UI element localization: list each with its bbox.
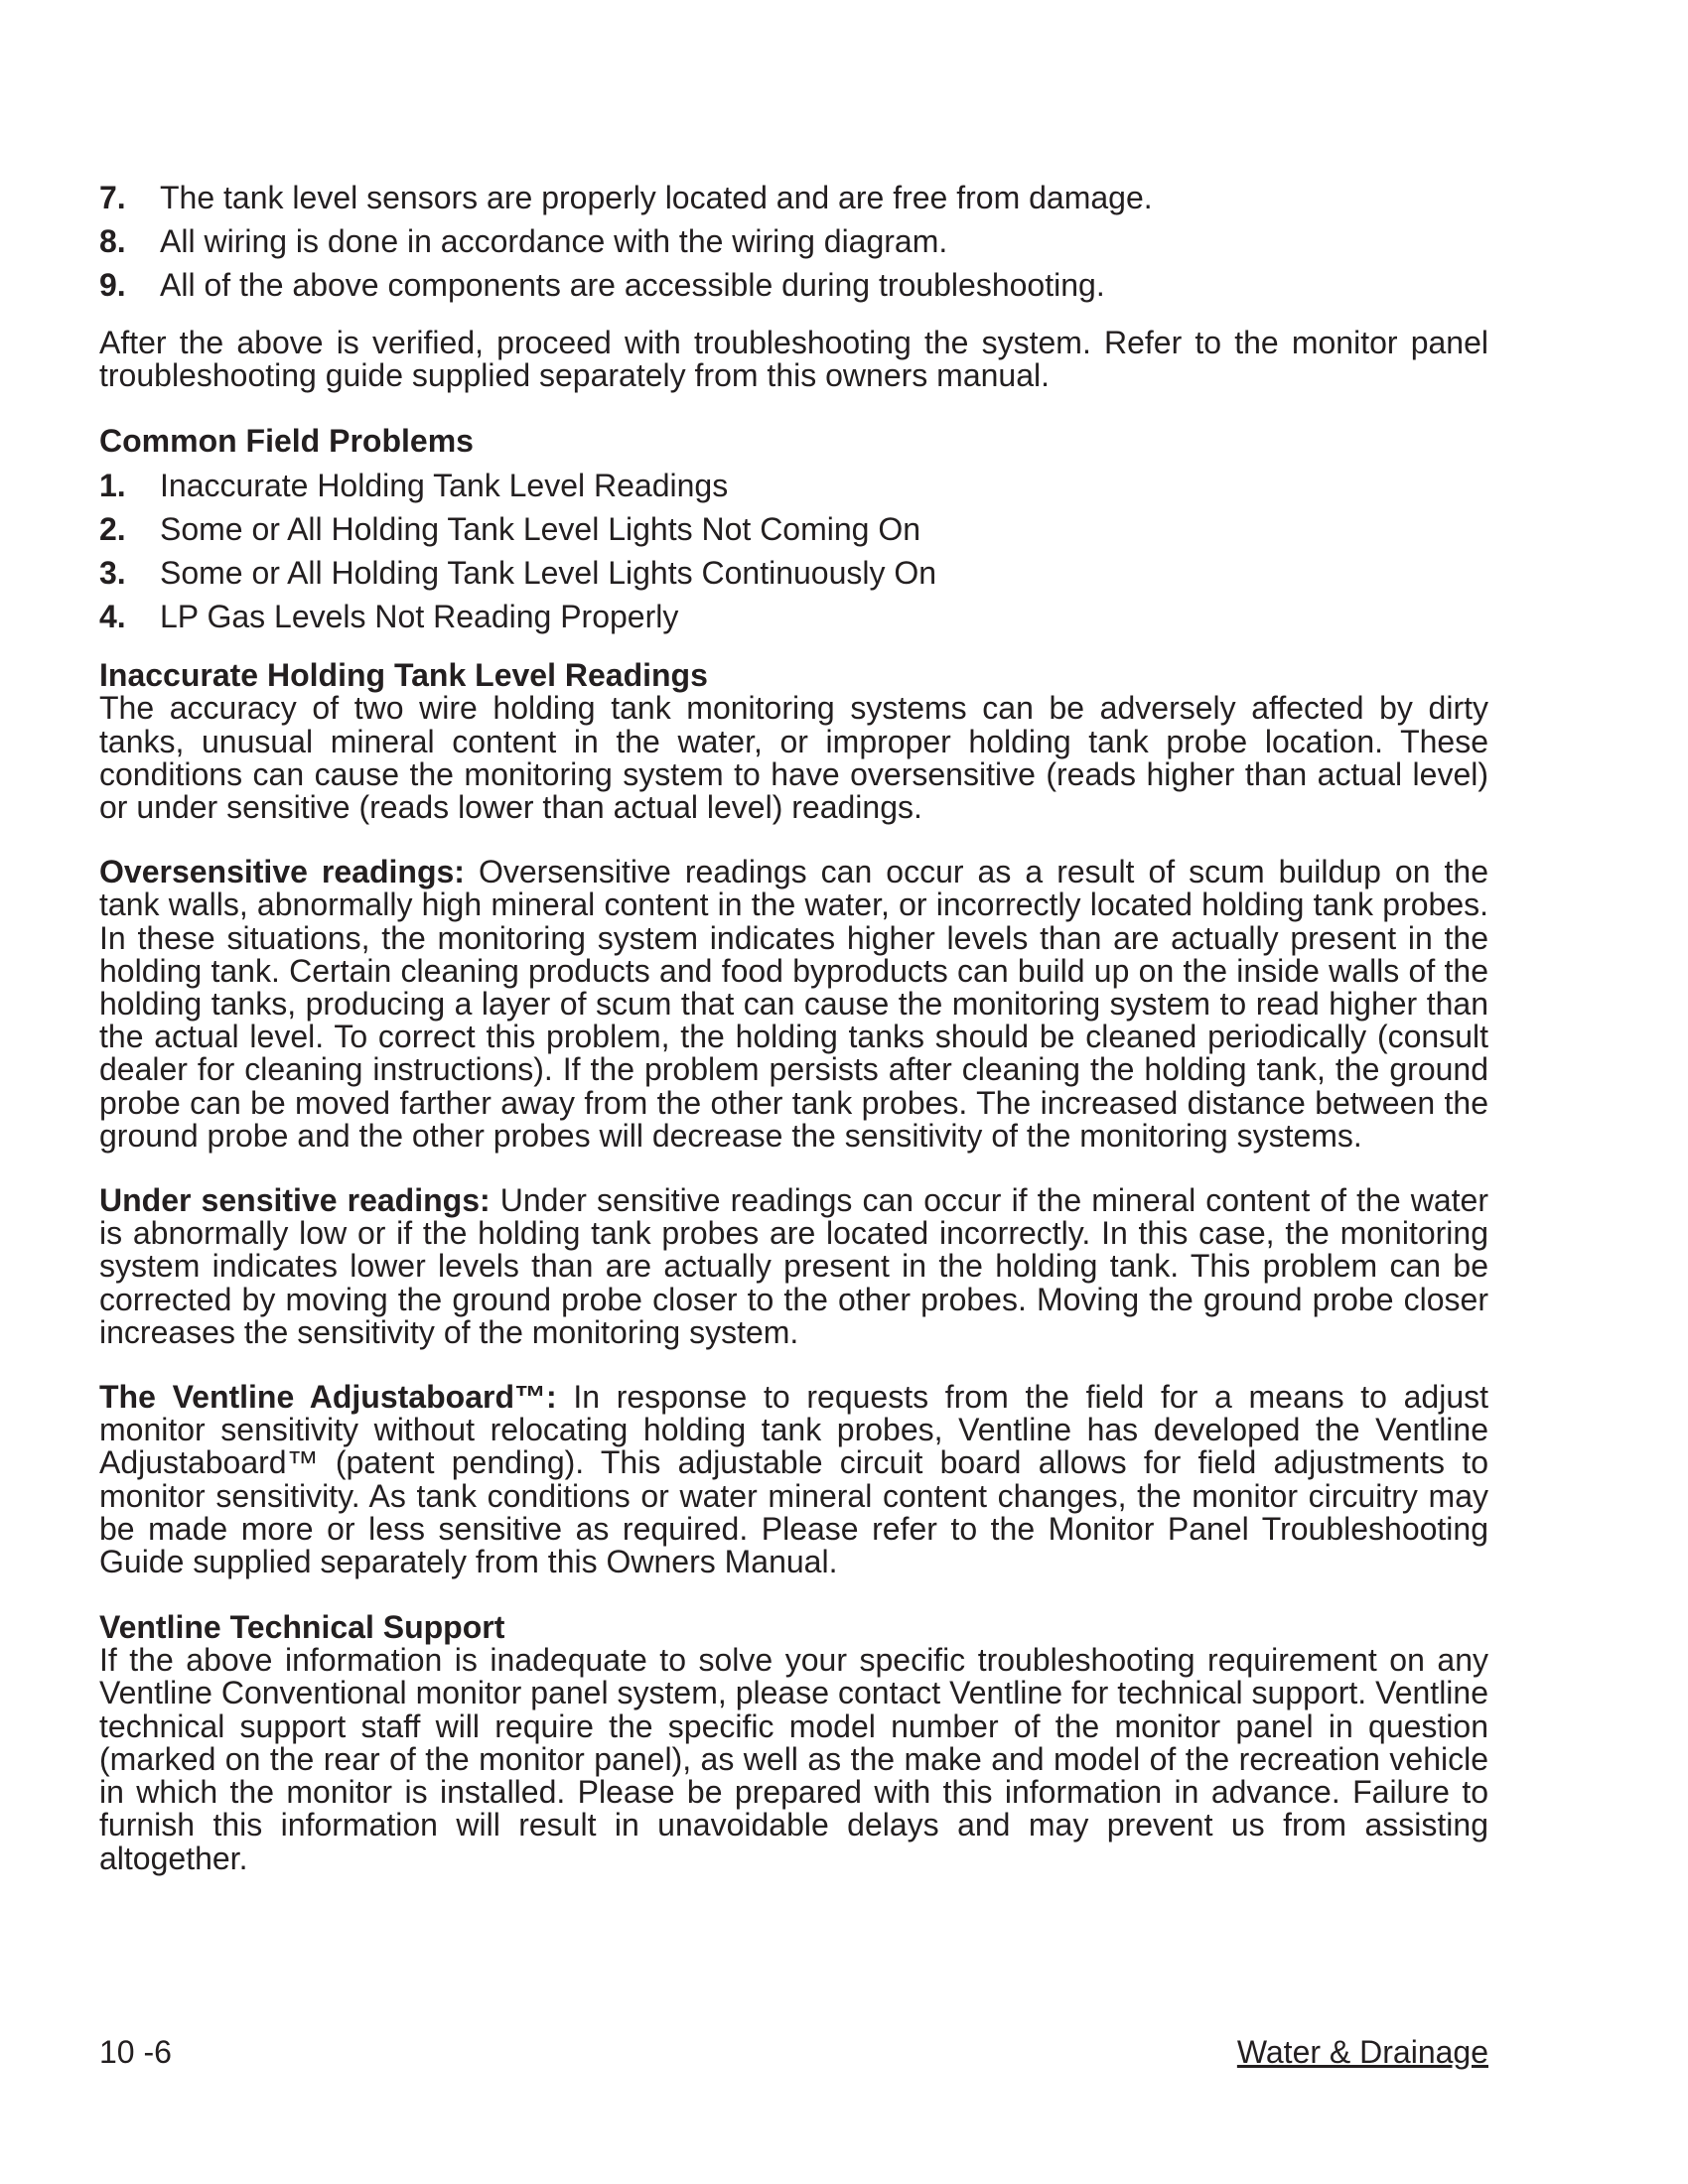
inaccurate-readings-heading: Inaccurate Holding Tank Level Readings — [99, 657, 708, 694]
technical-support-paragraph: If the above information is inadequate to solve your specific troubleshooting requirement on any Ventline Conventional monitor panel system, please contact Ventline for technical support. Ventline technical support staff will require the specific model number of the monitor panel in question (marked on the rear of the monitor panel), as well as the make and model of the recreation vehicle in which the monitor is installed. Please be prepared with this information in advance. Failure to furnish this information will result in unavoidable delays and may prevent us from assisting altogether. — [99, 1642, 1488, 1876]
adjustaboard-lead: The Ventline Adjustaboard™: — [99, 1379, 557, 1416]
list-text: All wiring is done in accordance with the wiring diagram. — [160, 223, 948, 259]
list-text: LP Gas Levels Not Reading Properly — [160, 599, 679, 635]
list-number: 9. — [99, 267, 126, 303]
list-item — [99, 551, 1488, 595]
intro-paragraph: After the above is verified, proceed with troubleshooting the system. Refer to the monitor panel troubleshooting guide supplied separately from this owners manual. — [99, 325, 1488, 394]
technical-support-heading: Ventline Technical Support — [99, 1609, 505, 1646]
list-text: Some or All Holding Tank Level Lights Not Coming On — [160, 511, 921, 548]
prerequisite-list — [99, 176, 1488, 307]
list-number: 3. — [99, 555, 126, 592]
undersensitive-paragraph — [99, 1184, 1488, 1349]
list-text: The tank level sensors are properly located and are free from damage. — [160, 180, 1153, 215]
list-item — [99, 507, 1488, 551]
inaccurate-readings-paragraph: The accuracy of two wire holding tank monitoring systems can be adversely affected by dirty tanks, unusual mineral content in the water, or improper holding tank probe location. These conditions can cause the monitoring system to have oversensitive (reads higher than actual level) or under sensitive (reads lower than actual level) readings. — [99, 690, 1488, 826]
list-item — [99, 595, 1488, 638]
oversensitive-lead: Oversensitive readings: — [99, 854, 465, 890]
list-number: 7. — [99, 180, 126, 215]
list-number: 2. — [99, 511, 126, 548]
common-problems-list — [99, 464, 1488, 638]
list-number: 4. — [99, 599, 126, 635]
common-problems-heading: Common Field Problems — [99, 423, 474, 460]
list-item — [99, 219, 1488, 263]
page-footer — [99, 2033, 1488, 2071]
list-text: Inaccurate Holding Tank Level Readings — [160, 468, 729, 504]
oversensitive-paragraph — [99, 856, 1488, 1153]
section-title: Water & Drainage — [1236, 2034, 1488, 2070]
list-number: 8. — [99, 223, 126, 259]
adjustaboard-text: In response to requests from the field for a means to adjust monitor sensitivity without relocating holding tank probes, Ventline has developed the Ventline Adjustaboard™ (patent pending). This adjustable circuit board allows for field adjustments to monitor sensitivity. As tank conditions or water mineral content changes, the monitor circuitry may be made more or less sensitive as required. Please refer to the Monitor Panel Troubleshooting Guide supplied separately from this Owners Manual. — [99, 1379, 1489, 1580]
adjustaboard-paragraph — [99, 1381, 1488, 1578]
list-item — [99, 464, 1488, 507]
list-text: All of the above components are accessible during troubleshooting. — [160, 267, 1105, 303]
undersensitive-lead: Under sensitive readings: — [99, 1182, 491, 1219]
document-body — [99, 176, 1488, 1875]
list-text: Some or All Holding Tank Level Lights Continuously On — [160, 555, 937, 592]
list-item — [99, 176, 1488, 219]
oversensitive-text: Oversensitive readings can occur as a result of scum buildup on the tank walls, abnormally high mineral content in the water, or incorrectly located holding tank probes. In these situations, the monitoring system indicates higher levels than are actually present in the holding tank. Certain cleaning products and food byproducts can build up on the inside walls of the holding tanks, producing a layer of scum that can cause the monitoring system to read higher than the actual level. To correct this problem, the holding tanks should be cleaned periodically (consult dealer for cleaning instructions). If the problem persists after cleaning the holding tank, the ground probe can be moved farther away from the other tank probes. The increased distance between the ground probe and the other probes will decrease the sensitivity of the monitoring systems. — [99, 854, 1489, 1154]
undersensitive-text: Under sensitive readings can occur if the mineral content of the water is abnormally low or if the holding tank probes are located incorrectly. In this case, the monitoring system indicates lower levels than are actually present in the holding tank. This problem can be corrected by moving the ground probe closer to the other probes. Moving the ground probe closer increases the sensitivity of the monitoring system. — [99, 1182, 1489, 1350]
list-item — [99, 263, 1488, 307]
page-number: 10 -6 — [99, 2034, 172, 2070]
list-number: 1. — [99, 468, 126, 504]
